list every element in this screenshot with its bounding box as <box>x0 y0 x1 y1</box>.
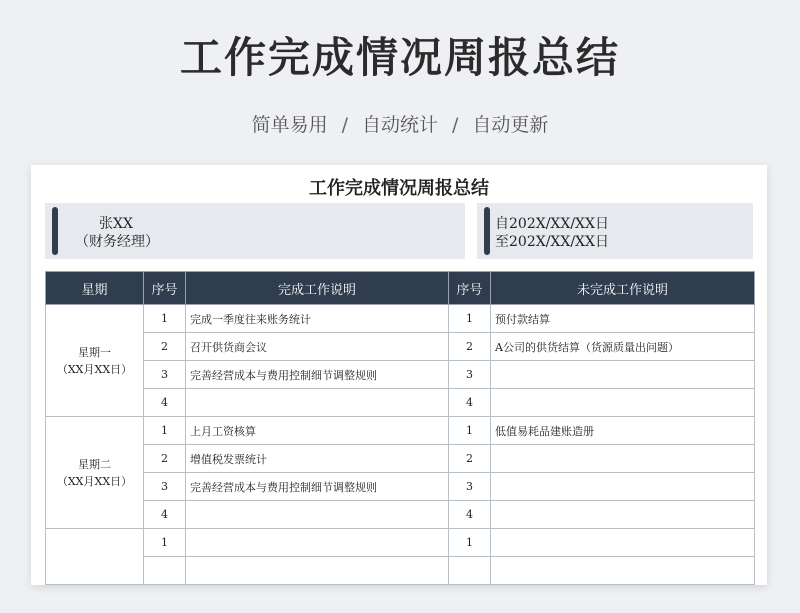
done-desc-cell[interactable]: 上月工资核算 <box>186 417 449 445</box>
tag-separator: / <box>452 114 459 136</box>
done-desc-cell[interactable]: 完善经营成本与费用控制细节调整规则 <box>186 361 449 389</box>
seq-done-cell[interactable]: 1 <box>144 417 186 445</box>
person-info <box>45 203 465 259</box>
day-cell[interactable] <box>46 305 144 417</box>
period-info <box>477 203 753 259</box>
report-sheet <box>31 165 767 585</box>
done-desc-cell[interactable]: 完成一季度往来账务统计 <box>186 305 449 333</box>
tag-separator: / <box>341 114 348 136</box>
col-header-done-desc: 完成工作说明 <box>186 272 449 305</box>
seq-done-cell[interactable]: 2 <box>144 445 186 473</box>
done-desc-cell[interactable] <box>186 529 449 557</box>
col-header-seq-undone: 序号 <box>449 272 491 305</box>
table-row <box>46 305 755 333</box>
day-cell[interactable] <box>46 529 144 585</box>
done-desc-cell[interactable] <box>186 389 449 417</box>
accent-bar <box>52 207 58 255</box>
table-row <box>46 417 755 445</box>
report-table <box>45 271 755 585</box>
col-header-seq-done: 序号 <box>144 272 186 305</box>
seq-done-cell[interactable]: 2 <box>144 333 186 361</box>
undone-desc-cell[interactable] <box>491 445 755 473</box>
undone-desc-cell[interactable] <box>491 473 755 501</box>
seq-undone-cell[interactable]: 4 <box>449 501 491 529</box>
seq-done-cell[interactable]: 3 <box>144 361 186 389</box>
seq-undone-cell[interactable]: 4 <box>449 389 491 417</box>
sheet-title: 工作完成情况周报总结 <box>309 178 489 199</box>
undone-desc-cell[interactable] <box>491 389 755 417</box>
done-desc-cell[interactable] <box>186 501 449 529</box>
undone-desc-cell[interactable] <box>491 501 755 529</box>
seq-done-cell[interactable]: 4 <box>144 389 186 417</box>
seq-undone-cell[interactable] <box>449 557 491 585</box>
done-desc-cell[interactable] <box>186 557 449 585</box>
seq-undone-cell[interactable]: 1 <box>449 417 491 445</box>
table-row <box>46 557 755 585</box>
seq-undone-cell[interactable]: 2 <box>449 333 491 361</box>
seq-undone-cell[interactable]: 3 <box>449 361 491 389</box>
undone-desc-cell[interactable]: 低值易耗品建账造册 <box>491 417 755 445</box>
day-name: 星期二 <box>78 457 111 471</box>
accent-bar <box>484 207 490 255</box>
table-row <box>46 389 755 417</box>
seq-undone-cell[interactable]: 1 <box>449 305 491 333</box>
person-role[interactable]: （财务经理） <box>75 234 159 250</box>
table-row <box>46 333 755 361</box>
table-row <box>46 361 755 389</box>
done-desc-cell[interactable]: 增值税发票统计 <box>186 445 449 473</box>
undone-desc-cell[interactable] <box>491 361 755 389</box>
undone-desc-cell[interactable] <box>491 557 755 585</box>
table-header-row <box>46 272 755 305</box>
tag-auto-update: 自动更新 <box>472 114 549 136</box>
seq-done-cell[interactable]: 1 <box>144 529 186 557</box>
seq-undone-cell[interactable]: 1 <box>449 529 491 557</box>
table-row <box>46 529 755 557</box>
seq-done-cell[interactable]: 3 <box>144 473 186 501</box>
tag-auto-stats: 自动统计 <box>361 114 438 136</box>
seq-done-cell[interactable] <box>144 557 186 585</box>
day-name: 星期一 <box>78 345 111 359</box>
seq-undone-cell[interactable]: 2 <box>449 445 491 473</box>
table-row <box>46 445 755 473</box>
feature-tags <box>0 112 800 138</box>
undone-desc-cell[interactable]: A公司的供货结算（货源质量出问题） <box>491 333 755 361</box>
seq-done-cell[interactable]: 1 <box>144 305 186 333</box>
col-header-day: 星期 <box>46 272 144 305</box>
day-cell[interactable] <box>46 417 144 529</box>
day-date: （XX月XX日） <box>56 474 133 488</box>
page-title: 工作完成情况周报总结 <box>179 33 620 82</box>
col-header-undone-desc: 未完成工作说明 <box>491 272 755 305</box>
seq-undone-cell[interactable]: 3 <box>449 473 491 501</box>
period-to[interactable]: 至202X/XX/XX日 <box>495 234 609 250</box>
undone-desc-cell[interactable] <box>491 529 755 557</box>
done-desc-cell[interactable]: 召开供货商会议 <box>186 333 449 361</box>
seq-done-cell[interactable]: 4 <box>144 501 186 529</box>
period-from[interactable]: 自202X/XX/XX日 <box>495 216 609 232</box>
table-row <box>46 501 755 529</box>
person-name[interactable]: 张XX <box>99 216 133 232</box>
done-desc-cell[interactable]: 完善经营成本与费用控制细节调整规则 <box>186 473 449 501</box>
tag-easy: 简单易用 <box>251 114 328 136</box>
day-date: （XX月XX日） <box>56 362 133 376</box>
undone-desc-cell[interactable]: 预付款结算 <box>491 305 755 333</box>
table-row <box>46 473 755 501</box>
